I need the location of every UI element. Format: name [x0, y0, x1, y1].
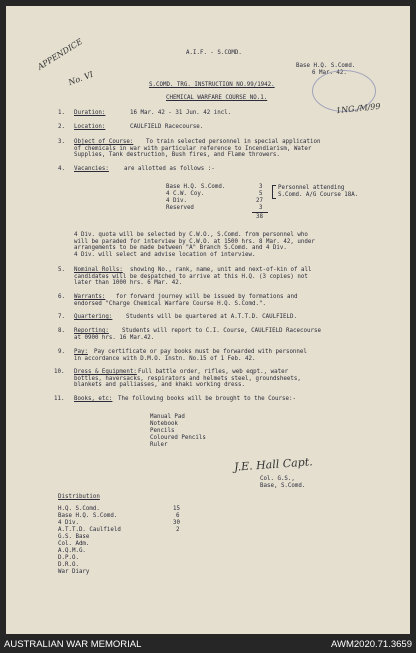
- vacancy-unit: Reserved: [166, 205, 194, 211]
- item-label-quartering: Quartering:: [74, 314, 113, 320]
- vacancy-unit: Base H.Q. S.Comd.: [166, 184, 226, 190]
- list-item: Ruler: [150, 442, 168, 448]
- item-label-reporting: Reporting:: [74, 328, 109, 334]
- list-item: Pencils: [150, 428, 175, 434]
- item-number: 11.: [54, 396, 65, 402]
- item-text: for forward journey will be issued by formations and: [116, 294, 298, 300]
- item-number: 4.: [58, 166, 65, 172]
- item-text: CAULFIELD Racecourse.: [130, 124, 204, 130]
- item-text: Students will be quartered at A.T.T.D. CAULFIELD.: [126, 314, 298, 320]
- item-text: 4 Div. quota will be selected by C.W.O., S.Comd. from personnel who: [74, 232, 308, 238]
- item-text: 4 Div. will select and advise location of interview.: [74, 251, 256, 258]
- distribution-count: 15: [173, 506, 180, 512]
- item-text: Full battle order, rifles, web eqpt., water: [138, 369, 289, 375]
- distribution-count: 6: [176, 513, 180, 519]
- distribution-name: War Diary: [58, 569, 90, 575]
- item-text: bottles, haversacks, respirators and helmets steel, groundsheets,: [74, 375, 301, 382]
- item-number: 1.: [58, 110, 65, 116]
- item-text: 16 Mar. 42 - 31 Jun. 42 incl.: [130, 110, 232, 116]
- vacancy-total: 38: [256, 214, 263, 220]
- item-number: 6.: [58, 294, 65, 300]
- item-label-location: Location:: [74, 124, 106, 130]
- vacancy-count: 3: [259, 205, 263, 211]
- item-text: in accordance with D.M.O. Instn. No.15 of 1 Feb. 42.: [74, 355, 256, 362]
- instruction-number: S.COMD. TRG. INSTRUCTION NO.99/1942.: [149, 82, 275, 88]
- item-number: 5.: [58, 267, 65, 273]
- distribution-name: Base H.Q. S.Comd.: [58, 513, 118, 519]
- document-page: [6, 6, 410, 634]
- bracket: [272, 185, 276, 199]
- archive-footer: [0, 634, 416, 653]
- item-number: 7.: [58, 314, 65, 320]
- item-label-duration: Duration:: [74, 110, 106, 116]
- distribution-name: G.S. Base: [58, 534, 90, 540]
- distribution-name: 4 Div.: [58, 520, 79, 526]
- distribution-heading: Distribution: [58, 494, 100, 500]
- distribution-name: D.R.O.: [58, 562, 79, 568]
- distribution-name: A.Q.M.G.: [58, 548, 86, 554]
- item-text: Supplies, Tank destruction, Bush fires, and Flame throwers.: [74, 152, 280, 158]
- item-text: The following books will be brought to the Course:-: [118, 396, 296, 402]
- item-text: at 0900 hrs. 16 Mar.42.: [74, 334, 155, 341]
- item-number: 10.: [54, 369, 65, 375]
- footer-accession-number: AWM2020.71.3659: [331, 639, 412, 650]
- item-label-vacancies: Vacancies:: [74, 166, 109, 172]
- footer-institution: AUSTRALIAN WAR MEMORIAL: [4, 639, 142, 650]
- handwritten-appendix-number: No. VI: [67, 69, 95, 88]
- item-label-books: Books, etc:: [74, 396, 113, 402]
- list-item: Coloured Pencils: [150, 435, 206, 441]
- item-text: are allotted as follows :-: [124, 166, 215, 172]
- vacancy-unit: 4 C.W. Coy.: [166, 191, 205, 197]
- item-number: 2.: [58, 124, 65, 130]
- vacancy-note: S.Comd. A/G Course 18A.: [278, 192, 359, 198]
- distribution-name: D.P.O.: [58, 555, 79, 561]
- item-number: 8.: [58, 328, 65, 334]
- item-text: showing No., rank, name, unit and next-of-kin of all: [130, 267, 312, 273]
- signature-unit: Base, S.Comd.: [260, 483, 306, 489]
- vacancy-unit: 4 Div.: [166, 198, 187, 204]
- distribution-name: A.T.T.D. Caulfield: [58, 527, 121, 533]
- distribution-name: H.Q. S.Comd.: [58, 506, 100, 512]
- vacancy-count: 27: [256, 198, 263, 204]
- distribution-name: Col. Adm.: [58, 541, 90, 547]
- total-rule: [252, 212, 268, 213]
- distribution-count: 2: [176, 527, 180, 533]
- item-text: Students will report to C.I. Course, CAULFIELD Racecourse: [122, 328, 321, 334]
- vacancy-note: Personnel attending: [278, 185, 345, 191]
- item-text: later than 1000 hrs. 6 Mar. 42.: [74, 280, 183, 286]
- item-number: 3.: [58, 139, 65, 145]
- handwritten-reference: 1NG./M/99: [335, 101, 381, 116]
- address-date: 6 Mar. 42.: [312, 70, 347, 76]
- item-text: Pay certificate or pay books must be forwarded with personnel: [94, 349, 307, 355]
- item-text: blankets and palliasses, and khaki working dress.: [74, 382, 246, 388]
- handwritten-appendix-label: APPENDICE: [36, 37, 84, 72]
- list-item: Notebook: [150, 421, 178, 427]
- list-item: Manual Pad: [150, 414, 185, 420]
- course-title: CHEMICAL WARFARE COURSE NO.1.: [166, 95, 268, 101]
- item-label-warrants: Warrants:: [74, 294, 106, 300]
- item-label-dress: Dress & Equipment:: [74, 369, 137, 375]
- vacancy-count: 5: [259, 191, 263, 197]
- doc-title: A.I.F. - S.COMD.: [186, 50, 242, 56]
- signature: J.E. Hall Capt.: [233, 455, 314, 474]
- vacancy-count: 3: [259, 184, 263, 190]
- item-text: candidates will be despatched to arrive at this H.Q. (3 copies) not: [74, 273, 308, 280]
- address-line: Base H.Q. S.Comd.: [296, 63, 356, 69]
- item-label-nominal-rolls: Nominal Rolls:: [74, 267, 123, 273]
- signature-title: Col. G.S.,: [260, 476, 295, 482]
- item-text: of chemicals in war with particular reference to Incendiarism, Water: [74, 145, 312, 152]
- item-text: endorsed "Charge Chemical Warfare Course H.Q. S.Comd.".: [74, 300, 266, 307]
- item-label-pay: Pay:: [74, 349, 88, 355]
- item-number: 9.: [58, 349, 65, 355]
- item-text: will be paraded for interview by C.W.O. at 1500 hrs. 8 Mar. 42, under: [74, 238, 315, 245]
- item-text: arrangements to be made between "A" Branch S.Comd. and 4 Div.: [74, 245, 287, 251]
- item-text: To train selected personnel in special application: [146, 139, 321, 145]
- item-label-object: Object of Course:: [74, 139, 134, 145]
- distribution-count: 30: [173, 520, 180, 526]
